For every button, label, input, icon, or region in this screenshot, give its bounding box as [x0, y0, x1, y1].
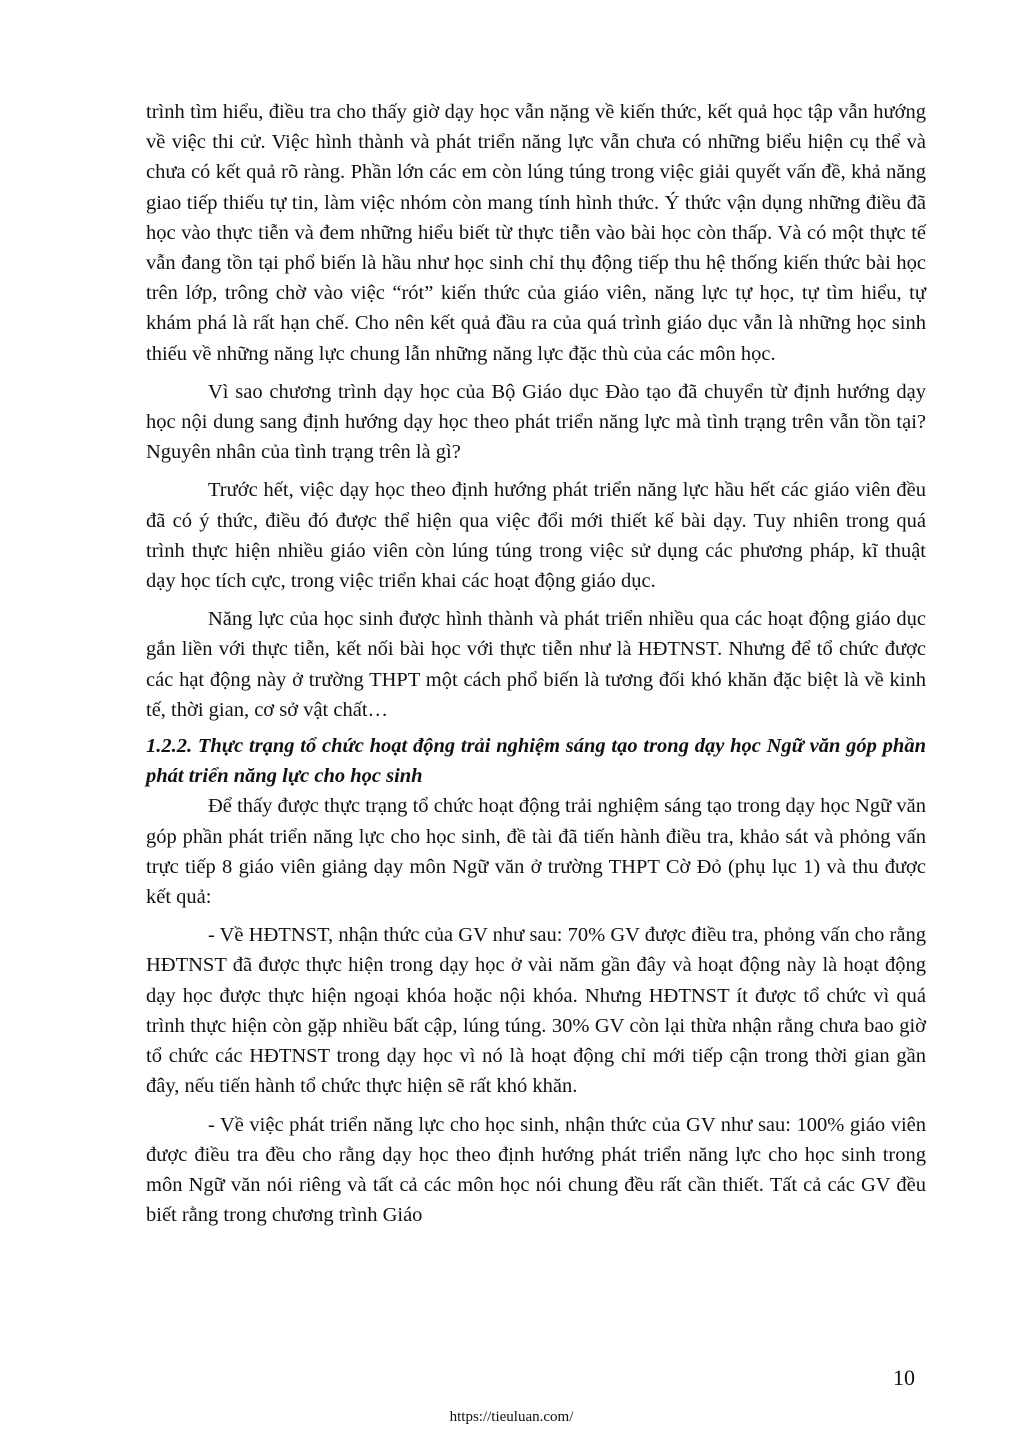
footer-url[interactable]: https://tieuluan.com/	[449, 1409, 574, 1425]
page-number: 10	[893, 1365, 915, 1390]
paragraph-survey-hdtnst: - Về HĐTNST, nhận thức của GV như sau: 70% GV được điều tra, phỏng vấn cho rằng HĐTNST đã được thực hiện trong dạy học ở vài năm gần đây và hoạt động này là hoạt động dạy học được thực hiện ngoại khóa hoặc nội khóa. Nhưng HĐTNST ít được tổ chức vì quá trình thực hiện còn gặp nhiều bất cập, lúng túng. 30% GV còn lại thừa nhận rằng chưa bao giờ tổ chức các HĐTNST trong dạy học vì nó là hoạt động chỉ mới tiếp cận trong thời gian gần đây, nếu tiến hành tổ chức thực hiện sẽ rất khó khăn.	[146, 924, 926, 1098]
paragraph-survey-intro: Để thấy được thực trạng tổ chức hoạt động trải nghiệm sáng tạo trong dạy học Ngữ văn góp phần phát triển năng lực cho học sinh, đề tài đã tiến hành điều tra, khảo sát và phỏng vấn trực tiếp 8 giáo viên giảng dạy môn Ngữ văn ở trường THPT Cờ Đỏ (phụ lục 1) và thu được kết quả:	[146, 795, 926, 909]
paragraph-continuation: trình tìm hiểu, điều tra cho thấy giờ dạy học vẫn nặng về kiến thức, kết quả học tập vẫn hướng về việc thi cử. Việc hình thành và phát triển năng lực vẫn chưa có những biểu hiện cụ thể và chưa có kết quả rõ ràng. Phần lớn các em còn lúng túng trong việc giải quyết vấn đề, khả năng giao tiếp thiếu tự tin, làm việc nhóm còn mang tính hình thức. Ý thức vận dụng những điều đã học vào thực tiễn và đem những hiểu biết từ thực tiễn vào bài học còn thấp. Và có một thực tế vẫn đang tồn tại phổ biến là hầu như học sinh chỉ thụ động tiếp thu hệ thống kiến thức bài học trên lớp, trông chờ vào việc “rót” kiến thức của giáo viên, năng lực tự học, tự tìm hiểu, tự khám phá là rất hạn chế. Cho nên kết quả đầu ra của quá trình giáo dục vẫn là những học sinh thiếu về những năng lực chung lẫn những năng lực đặc thù của các môn học.	[146, 101, 926, 365]
paragraph-reason-teachers: Trước hết, việc dạy học theo định hướng phát triển năng lực hầu hết các giáo viên đều đã có ý thức, điều đó được thể hiện qua việc đổi mới thiết kế bài dạy. Tuy nhiên trong quá trình thực hiện nhiều giáo viên còn lúng túng trong việc sử dụng các phương pháp, kĩ thuật dạy học tích cực, trong việc triển khai các hoạt động giáo dục.	[146, 479, 926, 593]
paragraph-survey-competence: - Về việc phát triển năng lực cho học sinh, nhận thức của GV như sau: 100% giáo viên được điều tra đều cho rằng dạy học theo định hướng phát triển năng lực cho học sinh trong môn Ngữ văn nói riêng và tất cả các môn học nói chung đều rất cần thiết. Tất cả các GV đều biết rằng trong chương trình Giáo	[146, 1113, 926, 1227]
section-heading: 1.2.2. Thực trạng tổ chức hoạt động trải nghiệm sáng tạo trong dạy học Ngữ văn góp phần phát triển năng lực cho học sinh	[146, 735, 926, 788]
document-body	[146, 97, 926, 1230]
paragraph-question: Vì sao chương trình dạy học của Bộ Giáo dục Đào tạo đã chuyển từ định hướng dạy học nội dung sang định hướng dạy học theo phát triển năng lực mà tình trạng trên vẫn tồn tại? Nguyên nhân của tình trạng trên là gì?	[146, 380, 926, 464]
paragraph-reason-activities: Năng lực của học sinh được hình thành và phát triển nhiều qua các hoạt động giáo dục gắn liền với thực tiễn, kết nối bài học với thực tiễn như là HĐTNST. Nhưng để tổ chức được các hạt động này ở trường THPT một cách phổ biến là tương đối khó khăn đặc biệt là về kinh tế, thời gian, cơ sở vật chất…	[146, 608, 926, 721]
